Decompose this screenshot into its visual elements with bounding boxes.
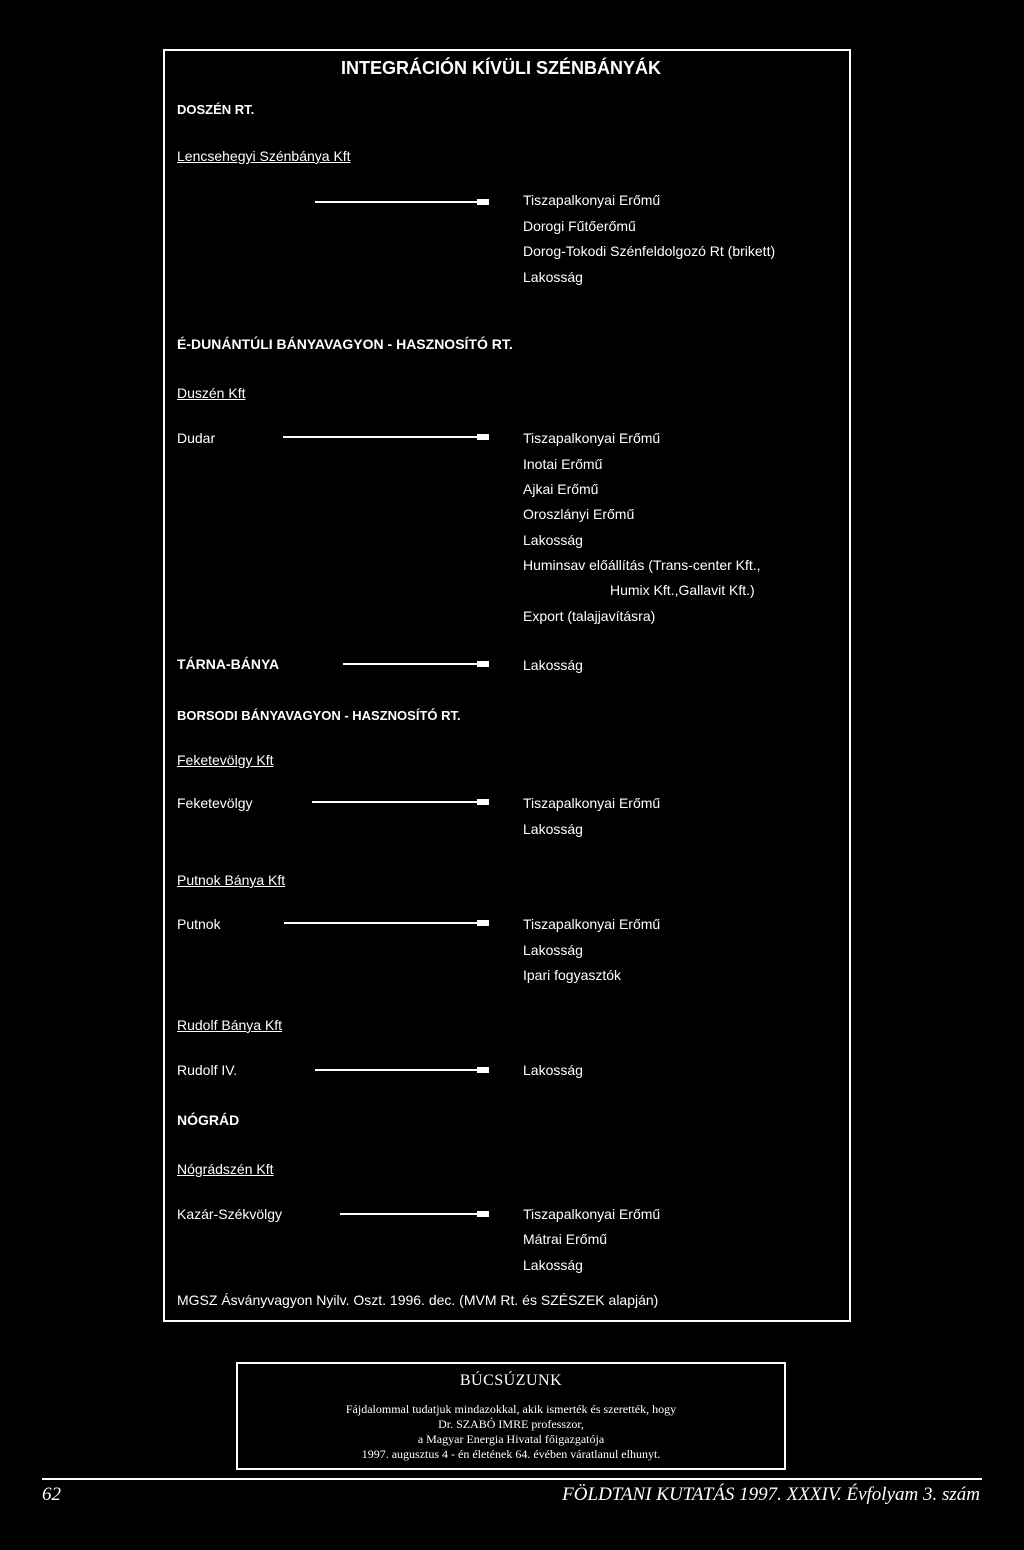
subsidiary-feketevolgy: Feketevölgy Kft: [177, 752, 274, 768]
consumer-item: Tiszapalkonyai Erőmű: [523, 430, 661, 446]
arrow-icon: [340, 1213, 487, 1215]
subsidiary-nogradszen: Nógrádszén Kft: [177, 1161, 274, 1177]
subsidiary-rudolf: Rudolf Bánya Kft: [177, 1017, 283, 1033]
consumer-item: Ajkai Erőmű: [523, 481, 599, 497]
consumer-item: Oroszlányi Erőmű: [523, 506, 635, 522]
consumer-item: Mátrai Erőmű: [523, 1231, 608, 1247]
consumer-item: Inotai Erőmű: [523, 456, 603, 472]
arrow-icon: [312, 801, 487, 803]
page-number: 62: [42, 1484, 61, 1505]
consumer-item: Tiszapalkonyai Erőmű: [523, 1206, 661, 1222]
company-doszen: DOSZÉN RT.: [177, 102, 255, 117]
source-footnote: MGSZ Ásványvagyon Nyilv. Oszt. 1996. dec. (MVM Rt. és SZÉSZEK alapján): [177, 1292, 659, 1308]
consumer-item: Lakosság: [523, 1257, 583, 1273]
consumer-item: Dorog-Tokodi Szénfeldolgozó Rt (brikett): [523, 243, 776, 259]
subsidiary-lencsehegyi: Lencsehegyi Szénbánya Kft: [177, 148, 351, 164]
consumer-item: Humix Kft.,Gallavit Kft.): [610, 582, 755, 598]
arrow-icon: [343, 663, 487, 665]
company-edunantuli: É-DUNÁNTÚLI BÁNYAVAGYON - HASZNOSÍTÓ RT.: [177, 336, 513, 352]
company-borsodi: BORSODI BÁNYAVAGYON - HASZNOSÍTÓ RT.: [177, 708, 461, 723]
mine-putnok: Putnok: [177, 916, 221, 932]
consumer-item: Lakosság: [523, 269, 583, 285]
consumer-item: Huminsav előállítás (Trans-center Kft.,: [523, 557, 761, 573]
region-nograd: NÓGRÁD: [177, 1112, 240, 1128]
table-title: INTEGRÁCIÓN KÍVÜLI SZÉNBÁNYÁK: [341, 58, 662, 78]
arrow-icon: [283, 436, 487, 438]
consumer-item: Dorogi Fűtőerőmű: [523, 218, 636, 234]
consumer-item: Lakosság: [523, 657, 583, 673]
mine-feketevolgy: Feketevölgy: [177, 795, 253, 811]
mine-tarna-banya: TÁRNA-BÁNYA: [177, 656, 280, 672]
coal-mines-table-frame: [163, 49, 851, 1322]
journal-title: FÖLDTANI KUTATÁS 1997. XXXIV. Évfolyam 3. szám: [562, 1484, 980, 1505]
arrow-icon: [315, 201, 487, 203]
notice-title: BÚCSÚZUNK: [459, 1372, 563, 1389]
mine-rudolf: Rudolf IV.: [177, 1062, 238, 1078]
consumer-item: Tiszapalkonyai Erőmű: [523, 795, 661, 811]
consumer-item: Tiszapalkonyai Erőmű: [523, 916, 661, 932]
subsidiary-putnok: Putnok Bánya Kft: [177, 872, 286, 888]
arrow-icon: [284, 922, 487, 924]
notice-line: a Magyar Energia Hivatal főigazgatója: [417, 1432, 605, 1446]
notice-line: Dr. SZABÓ IMRE professzor,: [438, 1417, 584, 1431]
consumer-item: Lakosság: [523, 821, 583, 837]
consumer-item: Lakosság: [523, 942, 583, 958]
mine-dudar: Dudar: [177, 430, 216, 446]
consumer-item: Lakosság: [523, 1062, 583, 1078]
consumer-item: Tiszapalkonyai Erőmű: [523, 192, 661, 208]
mine-kazar-szekvolgy: Kazár-Székvölgy: [177, 1206, 283, 1222]
footer-rule: [42, 1478, 982, 1480]
consumer-item: Lakosság: [523, 532, 583, 548]
notice-line: 1997. augusztus 4 - én életének 64. évében váratlanul elhunyt.: [361, 1447, 661, 1461]
obituary-notice: [236, 1362, 786, 1470]
subsidiary-duszen: Duszén Kft: [177, 385, 246, 401]
consumer-item: Export (talajjavításra): [523, 608, 656, 624]
consumer-item: Ipari fogyasztók: [523, 967, 622, 983]
arrow-icon: [315, 1069, 487, 1071]
notice-line: Fájdalommal tudatjuk mindazokkal, akik ismerték és szerették, hogy: [345, 1402, 677, 1416]
